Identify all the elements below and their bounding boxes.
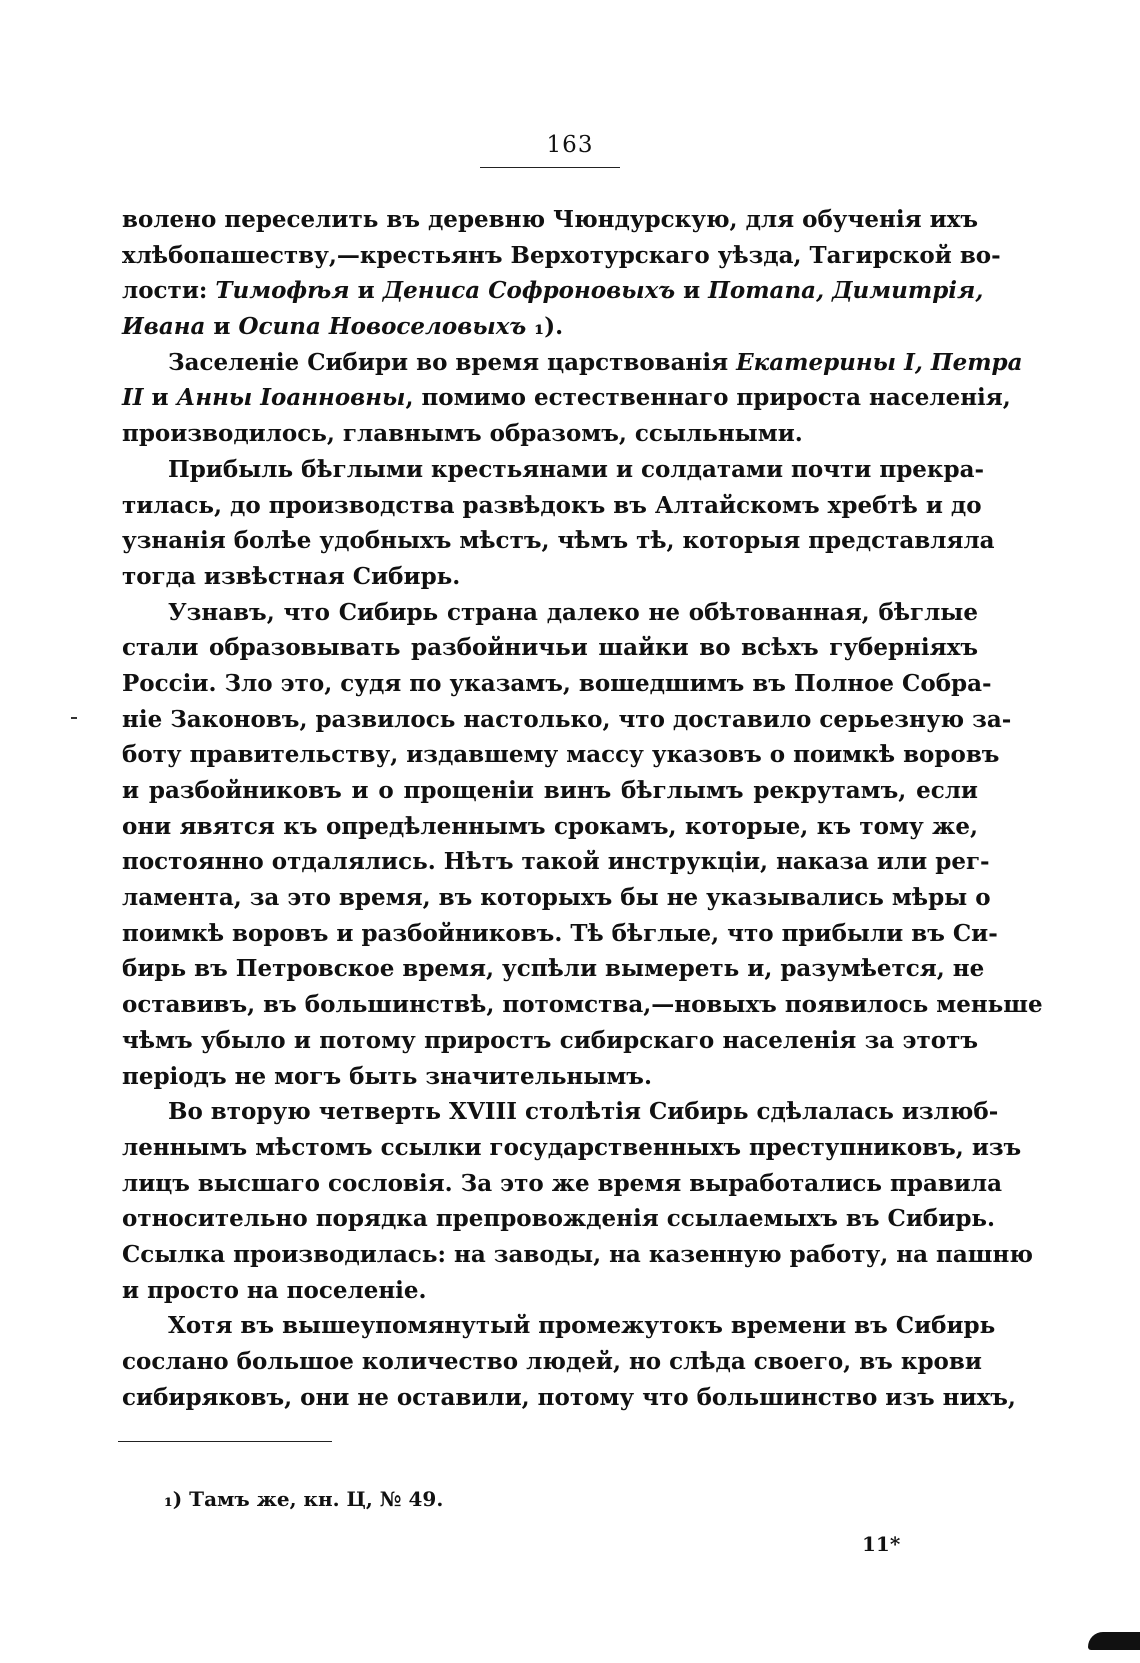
text-run: и разбойниковъ и о прощеніи винъ бѣглымъ рекрутамъ, если <box>122 777 978 804</box>
text-line <box>122 951 985 987</box>
text-line <box>122 238 1001 274</box>
italic-name-run: Тимофѣя <box>215 277 350 305</box>
text-line <box>122 202 978 238</box>
scan-corner-blot <box>1088 1632 1140 1650</box>
page-number: 163 <box>546 132 594 158</box>
text-run: Россіи. Зло это, судя по указамъ, вошедшимъ въ Полное Собра- <box>122 669 992 697</box>
text-run: чѣмъ убыло и потому приростъ сибирскаго населенія за этотъ <box>122 1026 978 1054</box>
italic-name-run: Потапа, Димитрія, <box>708 277 984 305</box>
text-run: оставивъ, въ большинствѣ, потомства,—новыхъ появилось меньше <box>122 991 1043 1019</box>
text-line <box>122 1130 1022 1166</box>
text-line <box>122 1201 996 1237</box>
text-line <box>122 844 990 880</box>
text-run: тогда извѣстная Сибирь. <box>122 562 461 590</box>
page-number-rule <box>480 167 620 168</box>
text-run: и просто на поселеніе. <box>122 1276 427 1304</box>
text-line <box>122 1380 1016 1416</box>
text-run: и <box>143 384 177 412</box>
footnote-rule <box>118 1441 332 1442</box>
text-run: постоянно отдалялись. Нѣтъ такой инструкціи, наказа или рег- <box>122 848 990 876</box>
text-run: Хотя въ вышеупомянутый промежутокъ времени въ Сибирь <box>168 1312 996 1340</box>
text-run: Ссылка производилась: на заводы, на казенную работу, на пашню <box>122 1240 1033 1268</box>
text-line <box>122 880 991 916</box>
text-line <box>122 488 982 524</box>
text-line <box>122 345 1023 381</box>
text-line <box>122 809 978 845</box>
text-line <box>122 1273 978 1309</box>
text-line <box>122 702 1012 738</box>
text-line <box>122 666 992 702</box>
text-run: Во вторую четверть XVIII столѣтія Сибирь сдѣлалась излюб- <box>168 1098 999 1126</box>
text-line <box>122 773 978 809</box>
text-line <box>122 1023 978 1059</box>
text-run: бирь въ Петровское время, успѣли вымереть и, разумѣется, не <box>122 955 985 983</box>
text-line <box>122 1344 982 1380</box>
text-line <box>122 1237 1033 1273</box>
text-line <box>122 1308 996 1344</box>
italic-name-run: Анны Іоанновны <box>176 384 406 412</box>
text-run: періодъ не могъ быть значительнымъ. <box>122 1062 652 1090</box>
text-run: Заселеніе Сибири во время царствованія <box>168 348 737 376</box>
text-run: лицъ высшаго сословія. За это же время выработались правила <box>122 1169 1003 1197</box>
text-run: боту правительству, издавшему массу указовъ о поимкѣ воровъ <box>122 741 1000 769</box>
text-run: относительно порядка препровожденія ссылаемыхъ въ Сибирь. <box>122 1205 996 1233</box>
text-run: сослано большое количество людей, но слѣда своего, въ крови <box>122 1348 982 1375</box>
text-line <box>122 595 978 631</box>
text-run: Узнавъ, что Сибирь страна далеко не обѣтованная, бѣглые <box>168 598 978 626</box>
text-line <box>122 1166 1003 1202</box>
text-line <box>122 523 995 559</box>
printer-signature-mark: 11* <box>862 1532 901 1556</box>
text-run: лости: <box>122 277 216 305</box>
text-line <box>122 630 978 666</box>
text-line <box>122 1094 999 1130</box>
text-run: они явятся къ опредѣленнымъ срокамъ, которые, къ тому же, <box>122 812 978 840</box>
italic-name-run: Осипа Новоселовыхъ <box>238 313 527 341</box>
text-line <box>122 987 1043 1023</box>
italic-name-run: II <box>122 384 144 412</box>
text-line <box>122 416 978 452</box>
text-run: , помимо естественнаго прироста населенія, <box>405 384 1011 412</box>
text-line <box>122 309 978 345</box>
text-run: Прибыль бѣглыми крестьянами и солдатами почти прекра- <box>168 455 985 483</box>
text-run: ₁). <box>526 313 564 341</box>
text-run: тилась, до производства развѣдокъ въ Алтайскомъ хребтѣ и до <box>122 491 982 519</box>
text-run: хлѣбопашеству,—крестьянъ Верхотурскаго уѣзда, Тагирской во- <box>122 241 1001 269</box>
text-run: поимкѣ воровъ и разбойниковъ. Тѣ бѣглые, что прибыли въ Си- <box>122 919 998 947</box>
text-run: стали образовывать разбойничьи шайки во всѣхъ губерніяхъ <box>122 634 978 662</box>
text-line <box>122 380 1011 416</box>
text-run: и <box>205 313 239 341</box>
text-run: ламента, за это время, въ которыхъ бы не указывались мѣры о <box>122 884 991 912</box>
text-line <box>122 452 985 488</box>
text-line <box>122 1059 978 1095</box>
footnote: ₁) Тамъ же, кн. Ц, № 49. <box>164 1487 444 1511</box>
text-line <box>122 559 978 595</box>
text-run: производилось, главнымъ образомъ, ссыльными. <box>122 420 803 448</box>
italic-name-run: Ивана <box>122 313 206 341</box>
italic-name-run: Дениса Софроновыхъ <box>382 277 676 305</box>
text-line <box>122 916 998 952</box>
text-line <box>122 737 1000 773</box>
text-run: и <box>349 277 383 305</box>
text-run: и <box>675 277 709 305</box>
text-run: ніе Законовъ, развилось настолько, что доставило серьезную за- <box>122 705 1012 733</box>
italic-name-run: Екатерины I, Петра <box>736 348 1023 376</box>
text-run: леннымъ мѣстомъ ссылки государственныхъ преступниковъ, изъ <box>122 1133 1022 1161</box>
text-run: узнанія болѣе удобныхъ мѣстъ, чѣмъ тѣ, которыя представляла <box>122 527 995 555</box>
body-text <box>122 202 1043 1415</box>
text-run: волено переселить въ деревню Чюндурскую, для обученія ихъ <box>122 206 978 233</box>
text-line <box>122 273 984 309</box>
text-run: сибиряковъ, они не оставили, потому что большинство изъ нихъ, <box>122 1383 1016 1411</box>
margin-mark <box>71 717 77 719</box>
